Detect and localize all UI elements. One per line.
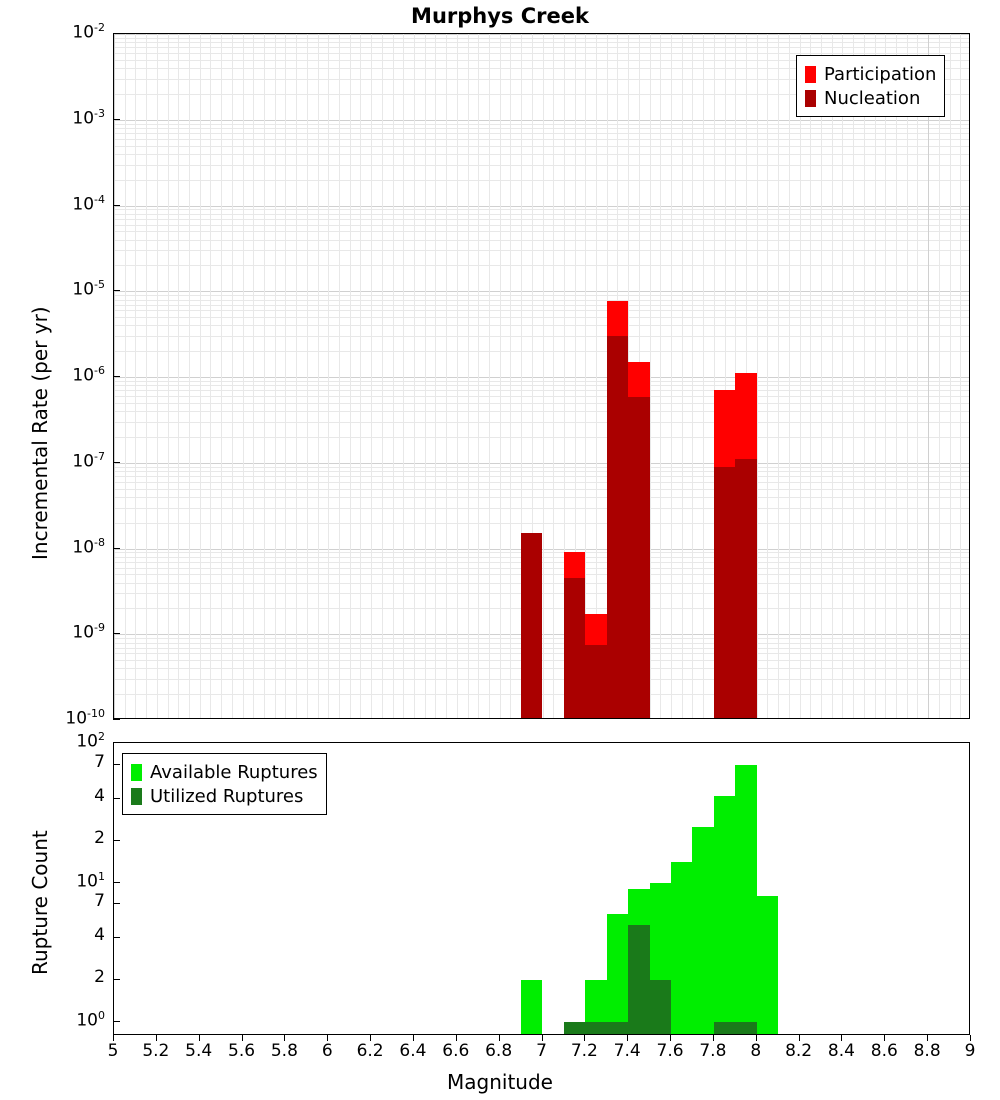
bar [585, 645, 606, 719]
tick-mark [584, 1035, 585, 1041]
top-y-axis-title: Incremental Rate (per yr) [28, 306, 52, 560]
bar [564, 1022, 585, 1035]
tick-mark [327, 1035, 328, 1041]
grid-line [810, 34, 811, 719]
tick-mark [927, 1035, 928, 1041]
x-tick-label: 5.4 [185, 1041, 213, 1061]
legend-item [131, 760, 318, 784]
grid-line [767, 34, 768, 719]
legend-label: Available Ruptures [150, 761, 318, 783]
bar [521, 533, 542, 719]
tick-mark [113, 633, 120, 634]
tick-mark [370, 1035, 371, 1041]
grid-line [232, 34, 233, 719]
tick-mark [756, 1035, 757, 1041]
grid-line [253, 34, 254, 719]
x-tick-label: 6.2 [356, 1041, 384, 1061]
tick-mark [113, 1035, 114, 1041]
grid-line [692, 34, 693, 719]
x-tick-label: 7.6 [656, 1041, 684, 1061]
grid-line [660, 34, 661, 719]
grid-line [510, 34, 511, 719]
y-tick-label-bottom: $10^2$ [76, 730, 105, 752]
grid-line [350, 34, 351, 719]
y-tick-label-top: $10^{-8}$ [72, 535, 105, 558]
grid-line [682, 34, 683, 719]
tick-mark [113, 290, 120, 291]
grid-line [296, 34, 297, 719]
bar [607, 914, 628, 1035]
grid-line [457, 34, 458, 719]
x-tick-label: 5 [107, 1041, 119, 1061]
y-tick-label-top: $10^{-2}$ [72, 21, 105, 43]
grid-line [243, 34, 244, 719]
tick-mark [113, 376, 120, 377]
legend-label: Participation [824, 63, 937, 85]
x-tick-label: 8.8 [913, 1041, 941, 1061]
legend-swatch [131, 764, 142, 781]
grid-line [650, 34, 651, 719]
bar [692, 827, 713, 1035]
exponent: 2 [98, 730, 105, 743]
tick-mark [884, 1035, 885, 1041]
x-tick-label: 7 [536, 1041, 547, 1061]
tick-mark [199, 1035, 200, 1041]
bar [585, 1022, 606, 1035]
y-tick-label-top: $10^{-9}$ [72, 621, 105, 643]
legend-item [805, 62, 936, 86]
bar [650, 980, 671, 1035]
grid-line [950, 34, 951, 719]
x-tick-label: 8.2 [785, 1041, 813, 1061]
grid-line [789, 34, 790, 719]
legend-label: Nucleation [824, 87, 921, 109]
exponent: -5 [94, 278, 105, 292]
x-tick-label: 8.4 [827, 1041, 855, 1061]
grid-line [371, 34, 372, 719]
exponent: -4 [94, 192, 105, 206]
grid-line [842, 34, 843, 719]
grid-line [446, 34, 447, 719]
grid-line [821, 34, 822, 719]
tick-mark [156, 1035, 157, 1041]
exponent: -10 [87, 707, 105, 720]
tick-mark [413, 1035, 414, 1041]
tick-mark [542, 1035, 543, 1041]
y-tick-label-bottom: $10^1$ [76, 869, 105, 892]
grid-line [168, 34, 169, 719]
y-tick-label-top: $10^{-7}$ [72, 449, 105, 472]
grid-line [275, 34, 276, 719]
tick-mark [113, 742, 120, 743]
y-tick-label-bottom: $10^0$ [76, 1009, 105, 1032]
tick-mark [113, 462, 120, 463]
y-tick-label-top: $10^{-5}$ [72, 278, 105, 300]
tick-mark [456, 1035, 457, 1041]
tick-mark [113, 764, 120, 765]
bar [735, 459, 756, 719]
grid-line [318, 34, 319, 719]
grid-line [778, 34, 779, 719]
tick-mark [799, 1035, 800, 1041]
tick-mark [713, 1035, 714, 1041]
tick-mark [284, 1035, 285, 1041]
page-title: Murphys Creek [411, 4, 589, 28]
grid-line [178, 34, 179, 719]
x-tick-label: 8 [750, 1041, 762, 1061]
bar [628, 397, 649, 719]
grid-line [478, 34, 479, 719]
bar [714, 796, 735, 1035]
grid-line [671, 34, 672, 719]
tick-mark [970, 1035, 971, 1041]
bottom-y-axis-title: Rupture Count [28, 830, 52, 975]
exponent: -7 [94, 449, 105, 463]
x-tick-label: 6.8 [485, 1041, 513, 1061]
y-tick-label-bottom: 2 [94, 967, 105, 988]
x-tick-label: 8.6 [870, 1041, 898, 1061]
grid-line [435, 34, 436, 719]
grid-line [875, 34, 876, 719]
bar [714, 467, 735, 719]
tick-mark [113, 840, 120, 841]
grid-line [800, 34, 801, 719]
tick-mark [113, 719, 120, 720]
grid-line [157, 34, 158, 719]
grid-line [403, 34, 404, 719]
bottom-legend [122, 753, 327, 815]
y-tick-label-bottom: 7 [94, 751, 105, 772]
exponent: 1 [98, 869, 105, 883]
y-tick-label-top: $10^{-10}$ [65, 707, 105, 729]
top-legend [796, 55, 945, 117]
tick-mark [670, 1035, 671, 1041]
grid-line [328, 34, 329, 719]
bar [628, 925, 649, 1035]
grid-line [210, 34, 211, 719]
grid-line [425, 34, 426, 719]
x-tick-label: 7.4 [613, 1041, 641, 1061]
y-tick-label-bottom: 7 [94, 891, 105, 912]
grid-line [832, 34, 833, 719]
grid-line [189, 34, 190, 719]
x-axis-title: Magnitude [447, 1070, 553, 1094]
tick-mark [627, 1035, 628, 1041]
tick-mark [113, 798, 120, 799]
grid-line [393, 34, 394, 719]
y-tick-label-top: $10^{-3}$ [72, 106, 105, 129]
bar [757, 896, 778, 1035]
grid-line [339, 34, 340, 719]
y-tick-label-bottom: 2 [94, 827, 105, 848]
tick-mark [499, 1035, 500, 1041]
grid-line [757, 34, 758, 719]
legend-label: Utilized Ruptures [150, 785, 304, 807]
bar [521, 980, 542, 1035]
bar [607, 336, 628, 719]
legend-swatch [131, 788, 142, 805]
tick-mark [113, 979, 120, 980]
incremental-rate-plot [113, 33, 970, 719]
exponent: -2 [94, 21, 105, 34]
tick-mark [113, 205, 120, 206]
legend-swatch [805, 66, 816, 83]
grid-line [553, 34, 554, 719]
exponent: -9 [94, 621, 105, 635]
x-tick-label: 9 [964, 1041, 976, 1061]
grid-line [917, 34, 918, 719]
bar [607, 1022, 628, 1035]
bar [564, 578, 585, 719]
tick-mark [113, 33, 120, 34]
grid-line [939, 34, 940, 719]
grid-line [489, 34, 490, 719]
bar [671, 862, 692, 1035]
grid-line [864, 34, 865, 719]
tick-mark [113, 548, 120, 549]
exponent: 0 [98, 1009, 105, 1023]
legend-item [805, 86, 936, 110]
bar [714, 1022, 735, 1035]
tick-mark [841, 1035, 842, 1041]
tick-mark [113, 882, 120, 883]
x-tick-label: 6 [321, 1041, 333, 1061]
legend-swatch [805, 90, 816, 107]
y-tick-label-bottom: 4 [94, 925, 105, 946]
x-tick-label: 5.2 [142, 1041, 170, 1061]
grid-line [960, 34, 961, 719]
grid-line [360, 34, 361, 719]
grid-line [285, 34, 286, 719]
grid-line [703, 34, 704, 719]
tick-mark [113, 119, 120, 120]
grid-line [543, 34, 544, 719]
grid-line [896, 34, 897, 719]
grid-line [200, 34, 201, 719]
bar [735, 765, 756, 1035]
exponent: -6 [94, 364, 105, 377]
grid-line [414, 34, 415, 719]
exponent: -8 [94, 535, 105, 549]
grid-line [907, 34, 908, 719]
x-tick-label: 6.4 [399, 1041, 427, 1061]
x-tick-label: 5.6 [228, 1041, 256, 1061]
grid-line [853, 34, 854, 719]
y-tick-label-top: $10^{-6}$ [72, 364, 105, 386]
grid-line [307, 34, 308, 719]
y-tick-label-top: $10^{-4}$ [72, 192, 105, 215]
grid-line [221, 34, 222, 719]
grid-line [885, 34, 886, 719]
grid-line [125, 34, 126, 719]
grid-line [928, 34, 929, 719]
grid-line [500, 34, 501, 719]
x-tick-label: 5.8 [270, 1041, 298, 1061]
legend-item [131, 784, 318, 808]
tick-mark [242, 1035, 243, 1041]
x-tick-label: 6.6 [442, 1041, 470, 1061]
grid-line [382, 34, 383, 719]
tick-mark [113, 937, 120, 938]
grid-line [264, 34, 265, 719]
exponent: -3 [94, 106, 105, 120]
bar [735, 1022, 756, 1035]
grid-line [468, 34, 469, 719]
y-tick-label-bottom: 4 [94, 785, 105, 806]
x-tick-label: 7.2 [570, 1041, 598, 1061]
x-tick-label: 7.8 [699, 1041, 727, 1061]
grid-line [135, 34, 136, 719]
grid-line [146, 34, 147, 719]
tick-mark [113, 903, 120, 904]
tick-mark [113, 1021, 120, 1022]
